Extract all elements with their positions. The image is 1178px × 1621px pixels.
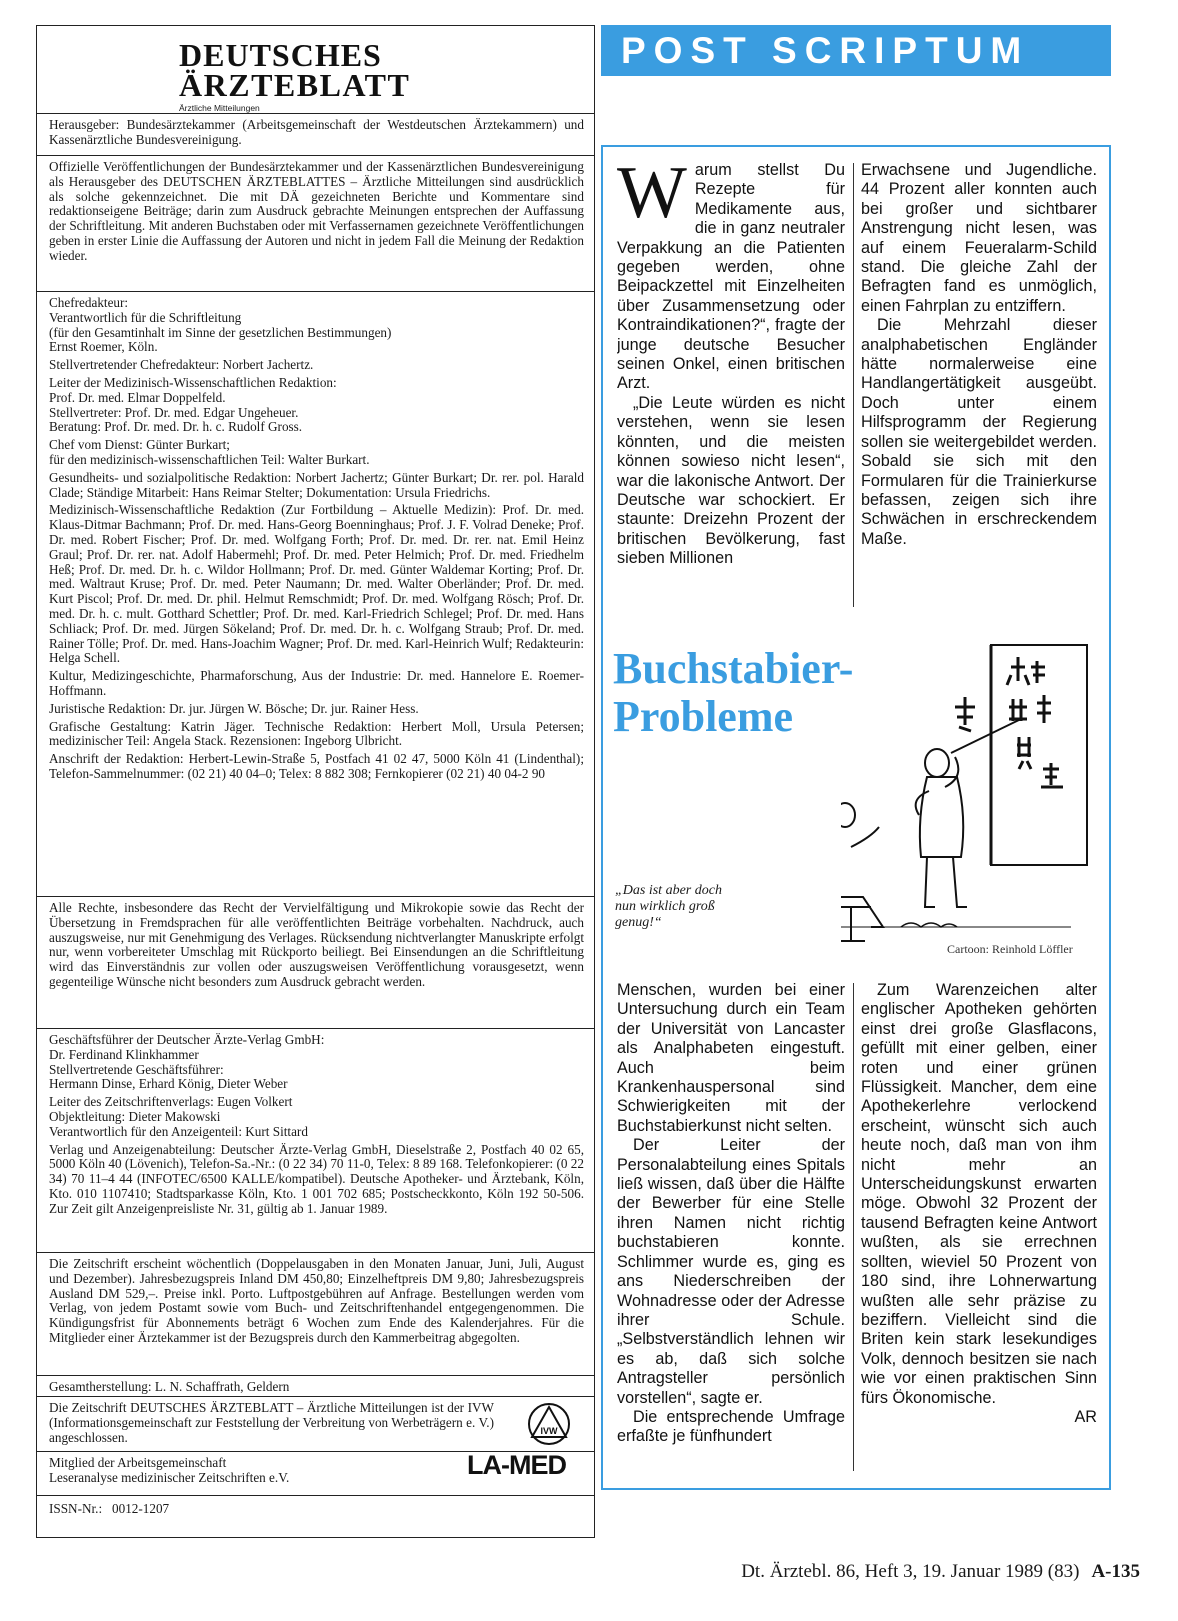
article-paragraph: Erwachsene und Jugendliche. 44 Prozent aller konnten auch bei großer und sichtbarer Anstrengung nicht lesen, was auf einem Feueralarm-Schild stand. Die gleiche Zahl der Befragten fand es unmöglich, einen Fahrplan zu entziffern.	[861, 161, 1097, 315]
editorial-address: Anschrift der Redaktion: Herbert-Lewin-Straße 5, Postfach 41 02 47, 5000 Köln 41 (Lindenthal); Telefon-Sammelnummer: (02 21) 40 04–0; Telex: 8 882 308; Fernkopierer (02 21) 40 04-2 90	[49, 751, 584, 781]
culture-editorial: Kultur, Medizingeschichte, Pharmaforschung, Aus der Industrie: Dr. med. Hannelore E. Roemer-Hoffmann.	[49, 668, 584, 698]
article-paragraph	[617, 161, 845, 394]
herausgeber-text: Herausgeber: Bundesärztekammer (Arbeitsgemeinschaft der Westdeutschen Ärztekammern) und Kassenärztliche Bundesvereinigung.	[49, 117, 584, 147]
chief-of-service	[49, 438, 584, 468]
masthead-subtitle: Ärztliche Mitteilungen	[179, 103, 260, 113]
journal-publishing	[49, 1095, 584, 1139]
graphics-editorial: Grafische Gestaltung: Katrin Jäger. Technische Redaktion: Herbert Moll, Ursula Petersen; medizinischer Teil: Angela Stack. Rezensionen: Ingeborg Ulbricht.	[49, 718, 584, 749]
article-headline	[613, 645, 853, 741]
article-paragraph: Die entsprechende Umfrage erfaßte je fünfhundert	[617, 1407, 845, 1446]
section-publication-info	[37, 1253, 594, 1376]
masthead	[37, 26, 594, 114]
issn-number: ISSN-Nr.: 0012-1207	[49, 1501, 170, 1516]
article-column-2	[861, 161, 1097, 609]
impressum-box	[36, 25, 595, 1538]
masthead-title-line1: DEUTSCHES	[179, 37, 382, 73]
author-signature: AR	[1074, 1407, 1097, 1426]
masthead-title-line2: ÄRZTEBLATT	[179, 67, 411, 103]
column-divider	[853, 983, 854, 1471]
editor-in-chief-line: Verantwortlich für die Schriftleitung	[49, 309, 242, 325]
section-publisher	[37, 1029, 594, 1253]
rights-text: Alle Rechte, insbesondere das Recht der Vervielfältigung und Mikrokopie sowie das Recht der Übersetzung in Fremdsprachen für alle veröffentlichten Beiträge vorbehalten. Nachdruck, auch auszugsweise, nur mit Genehmigung des Verlages. Rücksendung nichtverlangter Manuskripte erfolgt nur, wenn vorbereiteter Umschlag mit Rückporto beiliegt. Bei Einsendungen an die Schriftleitung wird das Einverständnis zur vollen oder auszugsweisen Veröffentlichung vorausgesetzt, wenn gegenteilige Wünsche nicht besonders zum Ausdruck gebracht werden.	[49, 900, 584, 989]
medical-science-lead-line: Leiter der Medizinisch-Wissenschaftlichen Redaktion:	[49, 374, 337, 390]
medical-science-lead-line: Prof. Dr. med. Elmar Doppelfeld.	[49, 389, 226, 405]
deputy-editor: Stellvertretender Chefredakteur: Norbert Jachertz.	[49, 357, 314, 373]
editor-in-chief-line: (für den Gesamtinhalt im Sinne der gesetzlichen Bestimmungen)	[49, 324, 392, 340]
post-scriptum-banner: POST SCRIPTUM	[601, 25, 1111, 76]
health-policy-editorial: Gesundheits- und sozialpolitische Redaktion: Norbert Jachertz; Günter Burkart; Dr. rer. pol. Harald Clade; Ständige Mitarbeit: Hans Reimar Stelter; Dokumentation: Ursula Friedrichs.	[49, 469, 584, 500]
article-paragraph: Der Leiter der Personalabteilung eines Spitals ließ wissen, daß über die Hälfte der Bewerber für eine Stelle ihren Namen nicht richtig buchstabieren konnte. Schlimmer wurde es, ging es ans Niederschreiben der Wohnadresse oder der Adresse ihrer Schule. „Selbstverständlich lehnen wir es ab, daß sich solche Antragsteller persönlich vorstellen“, sagte er.	[617, 1136, 845, 1407]
advertising-department: Verlag und Anzeigenabteilung: Deutscher Ärzte-Verlag GmbH, Dieselstraße 2, Postfach 40 02 65, 5000 Köln 40 (Lövenich), Telefon-Sa.-Nr.: (0 22 34) 70 11-0, Telex: 8 89 168. Telefonkopierer: (0 22 34) 70 11–4 44 (INFOTEC/6500 KALLE/kompatibel). Deutsche Apotheker- und Ärztebank, Köln, Kto. 010 1107410; Stadtsparkasse Köln, Kto. 1 001 702 685; Postscheckkonto, Köln 192 50-506. Zur Zeit gilt Anzeigenpreisliste Nr. 31, gültig ab 1. Januar 1989.	[49, 1141, 584, 1216]
section-ivw	[37, 1397, 594, 1452]
managing-directors-line: Hermann Dinse, Erhard König, Dieter Weber	[49, 1076, 288, 1092]
journal-publishing-line: Verantwortlich für den Anzeigenteil: Kurt Sittard	[49, 1123, 308, 1139]
headline-line: Buchstabier-	[613, 644, 854, 693]
official-publications-text: Offizielle Veröffentlichungen der Bundesärztekammer und der Kassenärztlichen Bundesvereinigung als Herausgeber des DEUTSCHEN ÄRZTEBLATTES – Ärztliche Mitteilungen sind ausdrücklich als solche gekennzeichnet. Die mit DÄ gezeichneten Berichte und Kommentare sind redaktionseigene Beiträge; darin zum Ausdruck gebrachte Meinungen entsprechen der Auffassung der Schriftleitung. Mit anderen Buchstaben oder mit Verfassernamen gezeichnete Veröffentlichungen geben in erster Linie die Auffassung der Autoren und nicht in jedem Fall die Meinung der Redaktion wieder.	[49, 159, 584, 263]
editor-in-chief	[49, 296, 584, 355]
article-paragraph: „Die Leute würden es nicht verstehen, wenn sie lesen könnten, und die meisten können sowieso nicht lesen“, war die lakonische Antwort. Der Deutsche war schockiert. Er staunte: Dreizehn Prozent der britischen Bevölkerung, fast sieben Millionen	[617, 393, 845, 568]
section-editorial-staff	[37, 292, 594, 897]
lamed-membership-line: Leseranalyse medizinischer Zeitschriften e.V.	[49, 1469, 290, 1485]
article-paragraph: Die Mehrzahl dieser analphabetischen Engländer hätte normalerweise eine Handlangertätigkeit ausgeübt. Doch unter einem Hilfsprogramm der Regierung sollen sie weitergebildet werden. Sobald sie sich mit den Formularen für die Trainierkurse befassen, zeigen sich ihre Schwächen in erschreckendem Maße.	[861, 316, 1097, 548]
article-paragraph-text: arum stellst Du Rezepte für Medikamente aus, die in ganz neutraler Verpakkung an die Patienten gegeben werden, ohne Beipackzettel mit Einzelheiten über Zusammensetzung oder Kontraindikationen?“, fragte der junge deutsche Besucher seinen Onkel, einen britischen Arzt.	[617, 161, 845, 393]
managing-directors	[49, 1033, 584, 1092]
section-production	[37, 1376, 594, 1397]
medical-science-lead	[49, 376, 584, 435]
medical-science-editorial: Medizinisch-Wissenschaftliche Redaktion (Zur Fortbildung – Aktuelle Medizin): Prof. Dr. med. Klaus-Ditmar Bachmann; Prof. Dr. med. Hans-Georg Boenninghaus; Prof. J. F. Volrad Deneke; Prof. Dr. med. Robert Fischer; Prof. Dr. med. Wolfgang Forth; Prof. Dr. med. Dr. rer. nat. Emil Heinz Graul; Prof. Dr. rer. nat. Adolf Habermehl; Prof. Dr. med. Peter Helmich; Prof. Dr. med. Friedhelm Heß; Prof. Dr. med. Dr. h. c. Wildor Hollmann; Prof. Dr. med. Günter Waldemar Korting; Prof. Dr. med. Waltraut Kruse; Prof. Dr. med. Peter Naumann; Dr. med. Walter Oberländer; Prof. Dr. med. Kurt Piscol; Prof. Dr. med. Dr. phil. Helmut Remschmidt; Prof. Dr. med. Wolfgang Rösch; Prof. Dr. med. Dr. h. c. mult. Gotthard Schettler; Prof. Dr. med. Karl-Friedrich Schlegel; Prof. Dr. med. Hans Schliack; Prof. Dr. med. Jürgen Sökeland; Prof. Dr. med. Dr. h. c. Wolfgang Straub; Prof. Dr. med. Rainer Tölle; Prof. Dr. med. Hans-Joachim Wagner; Prof. Dr. med. Karl-Heinrich Wulf; Redakteurin: Helga Schell.	[49, 502, 584, 666]
production-text: Gesamtherstellung: L. N. Schaffrath, Geldern	[49, 1379, 290, 1394]
cartoon-illustration	[841, 627, 1103, 955]
article-paragraph: Menschen, wurden bei einer Untersuchung durch ein Team der Universität von Lancaster als Analphabeten eingestuft. Auch beim Krankenhauspersonal sind Schwierigkeiten mit der Buchstabierkunst nicht selten.	[617, 981, 845, 1135]
journal-publishing-line: Leiter des Zeitschriftenverlags: Eugen Volkert	[49, 1094, 293, 1110]
issue-citation: Dt. Ärztebl. 86, Heft 3, 19. Januar 1989 (83)	[741, 1561, 1080, 1582]
lamed-logo: LA-MED	[467, 1452, 566, 1480]
section-rights	[37, 897, 594, 1029]
section-issn	[37, 1496, 594, 1524]
journal-publishing-line: Objektleitung: Dieter Makowski	[49, 1108, 221, 1124]
drop-cap: W	[617, 161, 687, 234]
article-column-4	[861, 981, 1097, 1471]
publication-info-text: Die Zeitschrift erscheint wöchentlich (Doppelausgaben in den Monaten Januar, Juni, Juli, August und Dezember). Jahresbezugspreis Inland DM 450,80; Einzelheftpreis DM 9,80; Jahresbezugspreis Ausland DM 529,–. Preise inkl. Porto. Luftpostgebühren auf Anfrage. Bestellungen werden vom Verlag, von jedem Postamt sowie vom Buch- und Zeitschriftenhandel entgegengenommen. Die Kündigungsfrist für Abonnements beträgt 6 Wochen zum Ende des Kalenderjahres. Für die Mitglieder einer Ärztekammer ist der Bezugspreis durch den Kammerbeitrag abgegolten.	[49, 1256, 584, 1345]
ivw-text: Die Zeitschrift DEUTSCHES ÄRZTEBLATT – Ärztliche Mitteilungen ist der IVW (Informationsgemeinschaft zur Feststellung der Verbreitung von Werbeträgern e. V.) angeschlossen.	[49, 1400, 494, 1445]
medical-science-lead-line: Beratung: Prof. Dr. med. Dr. h. c. Rudolf Gross.	[49, 419, 303, 435]
section-lamed	[37, 1452, 594, 1496]
managing-directors-line: Stellvertretende Geschäftsführer:	[49, 1061, 224, 1077]
editor-in-chief-line: Chefredakteur:	[49, 295, 129, 310]
section-official-publications	[37, 156, 594, 292]
column-divider	[853, 163, 854, 607]
article-column-3	[617, 981, 845, 1471]
cartoon-credit: Cartoon: Reinhold Löffler	[947, 942, 1073, 956]
chief-of-service-line: für den medizinisch-wissenschaftlichen Teil: Walter Burkart.	[49, 451, 370, 467]
editor-in-chief-line: Ernst Roemer, Köln.	[49, 339, 158, 355]
chief-of-service-line: Chef vom Dienst: Günter Burkart;	[49, 437, 230, 453]
managing-directors-line: Dr. Ferdinand Klinkhammer	[49, 1046, 199, 1062]
managing-directors-line: Geschäftsführer der Deutscher Ärzte-Verlag GmbH:	[49, 1032, 325, 1047]
article-column-1	[617, 161, 845, 609]
medical-science-lead-line: Stellvertreter: Prof. Dr. med. Edgar Ungeheuer.	[49, 404, 299, 420]
cartoon-caption: „Das ist aber doch nun wirklich groß genug!“	[615, 883, 722, 930]
article-box	[601, 145, 1111, 1490]
lamed-membership-line: Mitglied der Arbeitsgemeinschaft	[49, 1455, 227, 1470]
section-herausgeber	[37, 114, 594, 156]
ivw-badge-label: IVW	[540, 1426, 558, 1436]
ivw-logo-icon	[520, 1401, 578, 1447]
legal-editorial: Juristische Redaktion: Dr. jur. Jürgen W. Bösche; Dr. jur. Rainer Hess.	[49, 700, 419, 716]
article-paragraph: Zum Warenzeichen alter englischer Apotheken gehörten einst drei große Glasflacons, gefüllt mit einer gelben, einer roten und einer grünen Flüssigkeit. Mancher, dem eine Apothekerlehre verlockend erscheint, wünscht sich auch heute noch, daß man von ihm nicht mehr an Unterscheidungskunst erwarten möge. Obwohl 32 Prozent der tausend Befragten keine Antwort wußten, als sie errechnen sollten, wieviel 50 Prozent von 180 sind, ihre Lohnerwartung wußten alle sehr präzise zu beziffern. Vielleicht sind die Briten kein stark lesekundiges Volk, dennoch besitzen sie nach wie vor einen praktischen Sinn fürs Ökonomische.	[861, 981, 1097, 1407]
headline-line: Probleme	[613, 692, 794, 741]
page-footer	[620, 1561, 1140, 1583]
page-number: A-135	[1091, 1561, 1140, 1582]
